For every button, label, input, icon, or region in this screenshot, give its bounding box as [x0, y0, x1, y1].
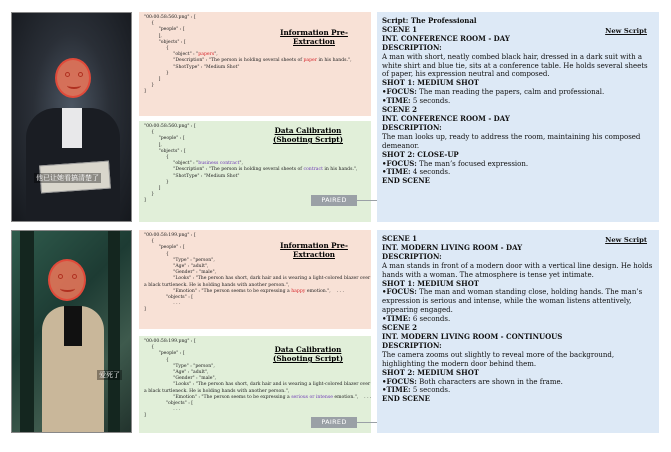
code-line: "people" : [	[144, 27, 185, 33]
calibration-title-bottom: Data Calibration (Shooting Script)	[272, 345, 344, 363]
script-body: The man’s focused expression.	[416, 159, 529, 168]
script-line	[382, 124, 654, 133]
script-heading: •TIME:	[382, 167, 411, 177]
code-line: "objects" : [	[144, 148, 186, 154]
code-line: "people" : [	[144, 351, 185, 357]
code-line: "Description" : "The person is holding several sheets of contract in his hands.",	[144, 167, 358, 173]
script-line	[382, 17, 654, 26]
script-heading: END SCENE	[382, 176, 430, 186]
script-body: A man stands in front of a modern door with a vertical line design. He holds hands with a woman. The atmosphere is tense yet intimate.	[382, 261, 653, 279]
new-script-label: New Script	[605, 236, 647, 244]
code-line: "people" : [	[144, 245, 185, 251]
script-heading: INT. MODERN LIVING ROOM - CONTINUOUS	[382, 331, 563, 341]
script-text	[382, 235, 654, 404]
highlighted-token: papers	[198, 52, 215, 58]
code-line: "Gender" : "male",	[144, 270, 217, 276]
highlighted-token: contract	[303, 167, 323, 173]
code-line: {	[144, 345, 155, 351]
script-line	[382, 133, 654, 151]
code-line: "Age" : "adult",	[144, 370, 209, 376]
script-body: The camera zooms out slightly to reveal more of the background, highlighting the modern door behind them.	[382, 350, 615, 368]
paired-connector-top	[357, 200, 377, 201]
script-body: 6 seconds.	[410, 315, 451, 324]
script-heading: INT. CONFERENCE ROOM - DAY	[382, 33, 510, 43]
code-line: "Gender" : "male",	[144, 376, 217, 382]
script-heading: SHOT 2: CLOSE-UP	[382, 149, 459, 159]
script-line	[382, 44, 654, 53]
script-heading: END SCENE	[382, 394, 430, 404]
script-line	[382, 315, 654, 324]
paired-label-top: PAIRED	[311, 195, 357, 206]
code-line: "Looks" : "The person has short, dark hair and is wearing a light-colored blazer over	[144, 382, 371, 388]
script-heading: •FOCUS:	[382, 287, 417, 297]
script-heading: SHOT 1: MEDIUM SHOT	[382, 278, 479, 288]
script-heading: INT. MODERN LIVING ROOM - DAY	[382, 242, 523, 252]
door-line-shape	[20, 231, 34, 433]
code-line: ]	[144, 413, 146, 419]
code-line: {	[144, 251, 169, 257]
turtleneck-shape	[64, 306, 82, 346]
code-line: "Age" : "adult",	[144, 264, 209, 270]
code-line: . . .	[144, 407, 181, 413]
code-line: "objects" : [	[144, 295, 194, 301]
script-heading: SHOT 1: MEDIUM SHOT	[382, 78, 479, 88]
code-line: a black turtleneck. He is holding hands with another person.",	[144, 282, 290, 288]
face-blur-icon	[55, 58, 91, 98]
script-heading: •TIME:	[382, 385, 411, 395]
code-line: "ShotType" : "Medium Shot"	[144, 64, 240, 70]
paired-connector-bottom	[357, 422, 377, 423]
script-body: 5 seconds.	[410, 386, 451, 395]
door-line-shape	[108, 231, 120, 433]
script-line	[382, 151, 654, 160]
new-script-panel-top	[377, 12, 659, 222]
preextraction-title-bottom: Information Pre-Extraction	[280, 241, 348, 259]
code-line: {	[144, 357, 169, 363]
code-line: {	[144, 239, 155, 245]
script-heading: •FOCUS:	[382, 158, 417, 168]
frame-image-bottom	[11, 230, 132, 433]
video-subtitle: 他已让她看搞清楚了	[36, 174, 99, 182]
new-script-label: New Script	[605, 27, 647, 35]
highlighted-token: happy	[291, 288, 306, 294]
script-line	[382, 79, 654, 88]
code-line: {	[144, 21, 155, 27]
code-line: }	[144, 179, 169, 185]
script-heading: SHOT 2: MEDIUM SHOT	[382, 367, 479, 377]
script-heading: SCENE 1	[382, 24, 418, 34]
code-line: "00:00:58:199.png" : [	[144, 339, 196, 344]
code-line: "Looks" : "The person has short, dark hair and is wearing a light-colored blazer over	[144, 276, 371, 282]
code-line: ],	[144, 33, 162, 39]
code-line: ]	[144, 77, 161, 83]
code-line: }	[144, 192, 155, 198]
script-heading: •FOCUS:	[382, 376, 417, 386]
code-line: "ShotType" : "Medium Shot"	[144, 173, 240, 179]
frame-image-top	[11, 12, 132, 222]
code-line: "Type" : "person",	[144, 363, 215, 369]
paired-label-bottom: PAIRED	[311, 417, 357, 428]
calibration-title-top: Data Calibration (Shooting Script)	[272, 126, 344, 144]
code-line: . . .	[144, 301, 181, 307]
code-line: "object" : "papers",	[144, 52, 218, 58]
script-body: The man looks up, ready to address the room, maintaining his composed demeanor.	[382, 132, 641, 150]
code-line: "Emotion" : "The person seems to be expressing a happy emotion.", . . .	[144, 288, 344, 294]
code-line: "object" : "business contract",	[144, 161, 243, 167]
script-heading: •TIME:	[382, 314, 411, 324]
script-heading: Script: The Professional	[382, 16, 477, 25]
code-line: {	[144, 46, 169, 52]
new-script-panel-bottom	[377, 230, 659, 433]
script-heading: •FOCUS:	[382, 87, 417, 97]
code-line: }	[144, 70, 169, 76]
script-heading: DESCRIPTION:	[382, 251, 442, 261]
highlighted-token: business contract	[198, 161, 240, 167]
code-line: "00:00:58:560.png" : [	[144, 124, 196, 129]
script-body: 4 seconds.	[410, 168, 451, 177]
code-line: ]	[144, 307, 146, 313]
script-line	[382, 253, 654, 262]
script-line	[382, 288, 654, 315]
code-line: ]	[144, 89, 146, 95]
script-line	[382, 88, 654, 97]
script-heading: INT. CONFERENCE ROOM - DAY	[382, 113, 510, 123]
script-line	[382, 342, 654, 351]
script-heading: SCENE 1	[382, 234, 418, 243]
video-subtitle: 爱死了	[99, 371, 120, 379]
script-body: Both characters are shown in the frame.	[416, 377, 563, 386]
script-body: The man and woman standing close, holding hands. The man’s expression is serious and intense, while the woman listens attentively, appearing engaged.	[382, 288, 643, 315]
script-heading: •TIME:	[382, 96, 411, 106]
script-line	[382, 395, 654, 404]
code-line: {	[144, 155, 169, 161]
highlighted-token: serious or intense	[291, 394, 333, 400]
code-line: "Emotion" : "The person seems to be expressing a serious or intense emotion.", . . .	[144, 394, 371, 400]
code-line: "objects" : [	[144, 39, 186, 45]
script-heading: DESCRIPTION:	[382, 122, 442, 132]
script-line	[382, 262, 654, 280]
code-line: ]	[144, 198, 146, 204]
script-body: The man reading the papers, calm and professional.	[416, 88, 605, 97]
code-line: "Type" : "person",	[144, 257, 215, 263]
preextraction-title-top: Information Pre-Extraction	[280, 28, 348, 46]
code-line: ],	[144, 142, 162, 148]
shirt-shape	[62, 108, 82, 148]
script-heading: DESCRIPTION:	[382, 340, 442, 350]
highlighted-token: paper	[303, 58, 317, 64]
code-line: a black turtleneck. He is holding hands with another person.",	[144, 388, 290, 394]
script-heading: SCENE 2	[382, 323, 418, 333]
code-line: "objects" : [	[144, 401, 194, 407]
code-line: {	[144, 130, 155, 136]
script-line	[382, 369, 654, 378]
script-heading: SCENE 2	[382, 105, 418, 115]
script-body: 5 seconds.	[410, 97, 451, 106]
script-line	[382, 97, 654, 106]
code-line: }	[144, 83, 155, 89]
script-body: A man with short, neatly combed black hair, dressed in a dark suit with a white shirt and blue tie, sits at a conference table. He holds several sheets of paper, his expression neutral and composed.	[382, 52, 648, 79]
code-line: "Description" : "The person is holding several sheets of paper in his hands.",	[144, 58, 352, 64]
code-line: "00:00:58:199.png" : [	[144, 233, 196, 238]
script-line	[382, 177, 654, 186]
code-line: "people" : [	[144, 136, 185, 142]
code-line: ]	[144, 186, 161, 192]
face-blur-icon	[48, 259, 86, 301]
script-heading: DESCRIPTION:	[382, 42, 442, 52]
script-text	[382, 17, 654, 186]
code-line: "00:00:58:560.png" : [	[144, 15, 196, 20]
script-line	[382, 53, 654, 80]
script-line	[382, 351, 654, 369]
